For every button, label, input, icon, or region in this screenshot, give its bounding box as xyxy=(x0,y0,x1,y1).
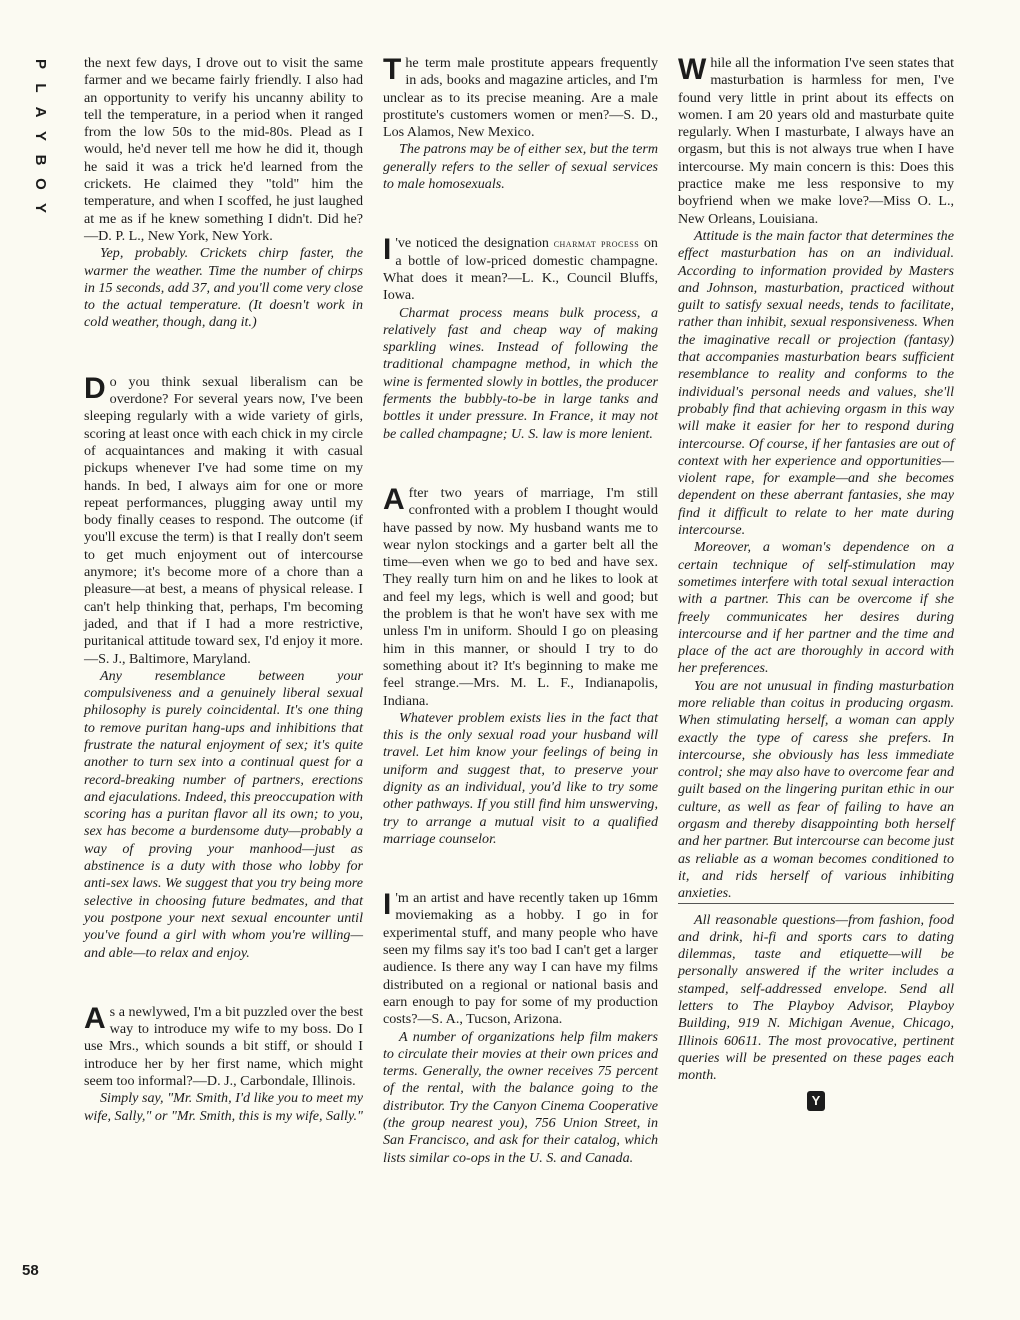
page-number: 58 xyxy=(22,1262,39,1279)
question-text: he term male prostitute appears frequently in ads, books and magazine articles, and I'm unclear as to its precise meaning. Are a male prostitute's customers women or men?—S. D., Los Alamos, New Mexico. xyxy=(383,55,658,141)
question-charmat xyxy=(383,235,658,304)
answer-films: A number of organizations help film makers to circulate their movies at their own prices and terms. Generally, the owner receives 75 percent of the rental, with the balance going to the distributor. Try the Canyon Cinema Cooperative (the group nearest you), 756 Union Street, in San Francisco, and ask for their catalog, which lists similar co-ops in the U. S. and Canada. xyxy=(383,1028,658,1166)
spacer xyxy=(383,848,658,890)
question-text: 've noticed the designation xyxy=(395,235,554,252)
column-3 xyxy=(678,55,954,1111)
question-male-prostitute xyxy=(383,55,658,141)
question-stockings xyxy=(383,482,658,710)
question-text: s a newlywed, I'm a bit puzzled over the best way to introduce my wife to my boss. Do I use Mrs., which sounds a bit stiff, or should I introduce her by her first name, which might seem too informal?—D. J., Carbondale, Illinois. xyxy=(84,1003,363,1090)
charmat-term: charmat process xyxy=(553,236,640,251)
running-head-letter: L xyxy=(32,83,49,93)
answer-masturbation-1: Attitude is the main factor that determines the effect masturbation has on an individual. According to information provided by Masters and Johnson, masturbation, practiced without guilt to satisfy sexual needs, tends to facilitate, rather than inhibit, sexual responsiveness. When the imaginative recall or projection (fantasy) that accompanies masturbation bears sufficient resemblance to reality and conforms to the individual's personal needs and values, she'll probably find that achieving orgasm in this way will make it easier for her to respond during intercourse. Of course, if her fantasies are out of context with her experience and opportunities—violent rape, for example—and she becomes dependent on these aberrant fantasies, she may find it difficult to relate to her mate during intercourse. xyxy=(678,227,954,539)
drop-cap: T xyxy=(383,53,402,86)
answer-masturbation-2: Moreover, a woman's dependence on a certain technique of self-stimulation may sometimes interfere with total sexual interaction with a partner. This can be overcome if she freely communicates her desires during intercourse and if her partner and the time and place of the act are thoroughly in accord with her preferences. xyxy=(678,539,954,677)
spacer xyxy=(84,962,363,1004)
question-masturbation xyxy=(678,55,954,228)
drop-cap: I xyxy=(383,888,392,922)
running-head-letter: Y xyxy=(32,130,49,141)
question-text: on a bottle of low-priced domestic champagne. What does it mean?—L. K., Council Bluffs, Iowa. xyxy=(383,235,658,304)
drop-cap: A xyxy=(383,482,405,516)
running-head-letter: O xyxy=(32,178,49,190)
running-head-letter: P xyxy=(32,58,49,69)
spacer xyxy=(383,193,658,235)
answer-sexual-liberalism: Any resemblance between your compulsiveness and a genuinely liberal sexual philosophy is purely coincidental. It's one thing to remove puritan hang-ups and inhibitions that frustrate the natural enjoyment of sex; it's quite another to turn sex into a continual quest for a record-breaking number of partners, erections and ejaculations. Indeed, this preoccupation with scoring has a puritan flavor all its own; to you, sex has become a burdensome duty—probably a way of proving your manhood—just as abstinence is a duty with those who lobby for anti-sex laws. We suggest that you try being more selective in choosing future bedmates, and that you postpone your next sexual encounter until you've found a girl with whom you're willing—and able—to relax and enjoy. xyxy=(84,667,363,961)
question-text: 'm an artist and have recently taken up 16mm moviemaking as a hobby. I go in for experimental stuff, and many people who have seen my films say it's too bad I can't get a larger audience. Is there any way I can have my films distributed on a regional or national basis and earn enough to pay for some of my production costs?—S. A., Tucson, Arizona. xyxy=(383,890,658,1028)
answer-charmat: Charmat process means bulk process, a relatively fast and cheap way of making sparkling wines. Instead of following the traditional champagne method, in which the wine is fermented slowly in bottles, the producer ferments the bubbly-to-be in large tanks and bottles it under pressure. In France, it may not be called champagne; U. S. law is more lenient. xyxy=(383,304,658,442)
question-text: hile all the information I've seen states that masturbation is harmless for men, I've found very little in print about its effects on women. I am 20 years old and masturbate quite regularly. When I masturbate, I always have an orgasm, but this is not always true when I have intercourse. My main concern is this: Does this practice make me less responsive to my boyfriend when we make love?—Miss O. L., New Orleans, Louisiana. xyxy=(678,55,954,227)
drop-cap: I xyxy=(383,233,392,267)
drop-cap: A xyxy=(84,1001,106,1035)
answer-cricket: Yep, probably. Crickets chirp faster, the warmer the weather. Time the number of chirps in 15 seconds, add 37, and you'll come very close to the actual temperature. (It doesn't work in cold weather, though, dang it.) xyxy=(84,245,363,331)
running-head-playboy xyxy=(20,52,60,220)
bunny-logo-icon: Y xyxy=(807,1091,825,1111)
answer-male-prostitute: The patrons may be of either sex, but the term generally refers to the seller of sexual services to male homosexuals. xyxy=(383,141,658,193)
answer-stockings: Whatever problem exists lies in the fact that this is the only sexual road your husband will travel. Let him know your feelings of being in uniform and suggest that, to preserve your dignity as an individual, you'd like to try some other pathways. If you still find him unswerving, try to arrange a mutual visit to a qualified marriage counselor. xyxy=(383,709,658,847)
running-head-letter: B xyxy=(32,154,49,166)
running-head-letter: Y xyxy=(32,202,49,213)
end-mark xyxy=(678,1091,954,1111)
column-2 xyxy=(383,55,658,1167)
spacer xyxy=(383,443,658,485)
answer-newlywed: Simply say, "Mr. Smith, I'd like you to meet my wife, Sally," or "Mr. Smith, this is my wife, Sally." xyxy=(84,1090,363,1124)
closing-note: All reasonable questions—from fashion, food and drink, hi-fi and sports cars to dating dilemmas, taste and etiquette—will be personally answered if the writer includes a stamped, self-addressed envelope. Send all letters to The Playboy Advisor, Playboy Building, 919 N. Michigan Avenue, Chicago, Illinois 60611. The most provocative, pertinent queries will be presented on these pages each month. xyxy=(678,903,954,1085)
question-text: fter two years of marriage, I'm still confronted with a problem I thought would have passed by now. My husband wants me to wear nylon stockings and a garter belt all the time—even when we go to bed and have sex. They really turn him on and he likes to look at and feel my legs, which is well and good; but the problem is that he won't have sex with me unless I'm in uniform. Should I go on pleasing him in this manner, or should I try to do something about it? It's beginning to make me feel strange.—Mrs. M. L. F., Indianapolis, Indiana. xyxy=(383,484,658,709)
answer-masturbation-3: You are not unusual in finding masturbation more reliable than coitus in producing orgasm. When stimulating herself, a woman can apply exactly the type of caress she prefers. In intercourse, she obviously has less immediate control; she may also have to overcome fear and guilt based on the lingering puritan ethic in our culture, as well as fear of failing to have an orgasm and thereby disappointing both herself and her partner. But intercourse can become just as reliable as a woman becomes conditioned to it, and rids herself of various inhibiting anxieties. xyxy=(678,677,954,902)
column-1 xyxy=(84,55,363,1125)
drop-cap: D xyxy=(84,371,106,405)
drop-cap: W xyxy=(678,53,707,86)
question-films xyxy=(383,890,658,1028)
question-sexual-liberalism xyxy=(84,371,363,668)
spacer xyxy=(84,332,363,374)
running-head-letter: A xyxy=(32,106,49,118)
question-text: o you think sexual liberalism can be overdone? For several years now, I've been sleeping regularly with a wide variety of girls, scoring at least once with each chick in my circle of acquaintances and making it with casual pickups whenever I've had some time on my hands. In bed, I always aim for one or more repeat performances, plugging away until my body finally ceases to respond. The outcome (if you'll excuse the term) is that I really don't seem to get much enjoyment out of intercourse anymore; it's become more of a chore than a pleasure—at best, a means of physical release. I can't help thinking that, perhaps, I'm becoming jaded, and that if I had a more restrictive, puritanical attitude toward sex, I'd enjoy it more.—S. J., Baltimore, Maryland. xyxy=(84,373,363,667)
question-newlywed xyxy=(84,1001,363,1090)
question-continuation: the next few days, I drove out to visit the same farmer and we became fairly friendly. I also had an opportunity to verify his uncanny ability to tell the temperature, in a period when it ranged from the low 50s to the mid-80s. Plead as I would, he'd never tell me how he did it, though he said it was a trick he'd learned from the crickets. He claimed they "told" him the temperature, and when I scoffed, he just laughed at me as if he knew something I didn't. Did he?—D. P. L., New York, New York. xyxy=(84,55,363,244)
